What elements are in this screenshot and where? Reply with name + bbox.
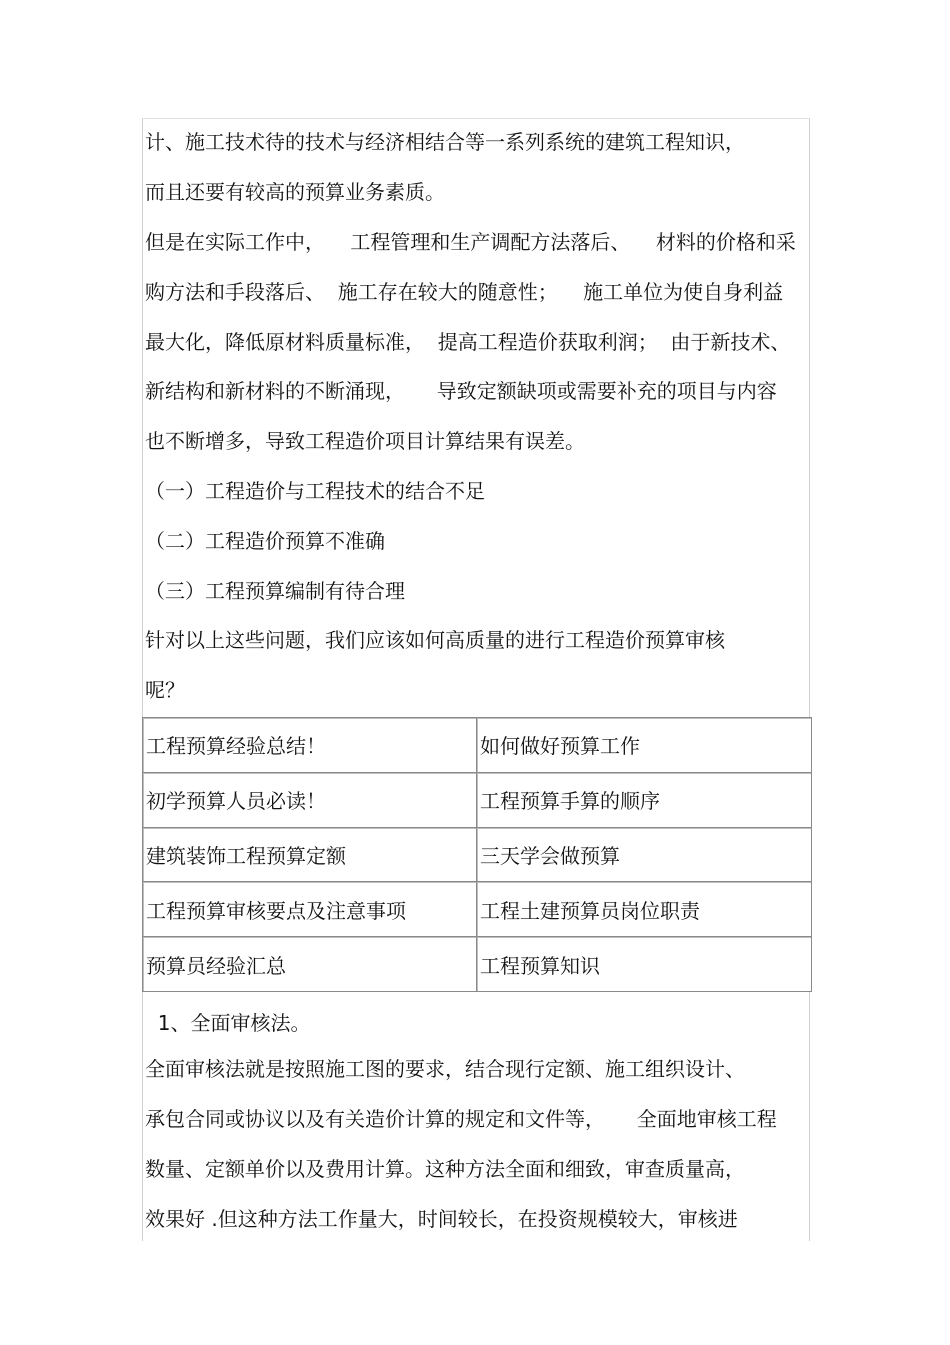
related-link[interactable]: 工程预算手算的顺序 — [480, 789, 660, 814]
paragraph-line: 计、施工技术待的技术与经济相结合等一系列系统的建筑工程知识， — [145, 130, 745, 154]
paragraph-line: 而且还要有较高的预算业务素质。 — [145, 180, 445, 204]
paragraph-line: 全面审核法就是按照施工图的要求，结合现行定额、施工组织设计、 — [145, 1057, 745, 1081]
link-cell[interactable] — [477, 882, 812, 937]
table-row — [143, 882, 812, 937]
link-cell[interactable] — [477, 937, 812, 992]
paragraph-line: 但是在实际工作中， 工程管理和生产调配方法落后、 材料的价格和采 — [145, 230, 796, 254]
list-item-2: （二）工程造价预算不准确 — [145, 529, 385, 553]
section-heading: 1、全面审核法。 — [145, 1011, 311, 1035]
table-row — [143, 772, 812, 827]
table-row — [143, 718, 812, 773]
paragraph-line: 新结构和新材料的不断涌现， 导致定额缺项或需要补充的项目与内容 — [145, 379, 777, 403]
related-link[interactable]: 初学预算人员必读！ — [146, 789, 326, 814]
related-links-table — [142, 717, 812, 992]
related-link[interactable]: 预算员经验汇总 — [146, 953, 286, 978]
related-link[interactable]: 工程预算经验总结！ — [146, 734, 326, 759]
link-cell[interactable] — [143, 937, 477, 992]
link-cell[interactable] — [477, 718, 812, 773]
link-cell[interactable] — [143, 718, 477, 773]
related-link[interactable]: 三天学会做预算 — [480, 843, 620, 868]
link-cell[interactable] — [143, 827, 477, 882]
paragraph-line: 承包合同或协议以及有关造价计算的规定和文件等， 全面地审核工程 — [145, 1107, 777, 1131]
link-cell[interactable] — [143, 882, 477, 937]
paragraph-line: 也不断增多，导致工程造价项目计算结果有误差。 — [145, 429, 585, 453]
table-row — [143, 937, 812, 992]
related-link[interactable]: 工程预算审核要点及注意事项 — [146, 898, 406, 923]
link-cell[interactable] — [477, 772, 812, 827]
related-link[interactable]: 建筑装饰工程预算定额 — [146, 843, 346, 868]
related-link[interactable]: 工程预算知识 — [480, 953, 600, 978]
paragraph-line: 数量、定额单价以及费用计算。这种方法全面和细致，审查质量高， — [145, 1157, 745, 1181]
related-link[interactable]: 工程土建预算员岗位职责 — [480, 898, 700, 923]
related-link[interactable]: 如何做好预算工作 — [480, 734, 640, 759]
question-line-end: 呢？ — [145, 678, 185, 702]
list-item-1: （一）工程造价与工程技术的结合不足 — [145, 479, 485, 503]
link-cell[interactable] — [143, 772, 477, 827]
list-item-3: （三）工程预算编制有待合理 — [145, 579, 405, 603]
question-line: 针对以上这些问题，我们应该如何高质量的进行工程造价预算审核 — [145, 628, 725, 652]
paragraph-line: 效果好 .但这种方法工作量大，时间较长，在投资规模较大，审核进 — [145, 1207, 738, 1231]
link-cell[interactable] — [477, 827, 812, 882]
paragraph-line: 最大化，降低原材料质量标准， 提高工程造价获取利润； 由于新技术、 — [145, 330, 791, 354]
paragraph-line: 购方法和手段落后、 施工存在较大的随意性； 施工单位为使自身利益 — [145, 280, 784, 304]
table-row — [143, 827, 812, 882]
